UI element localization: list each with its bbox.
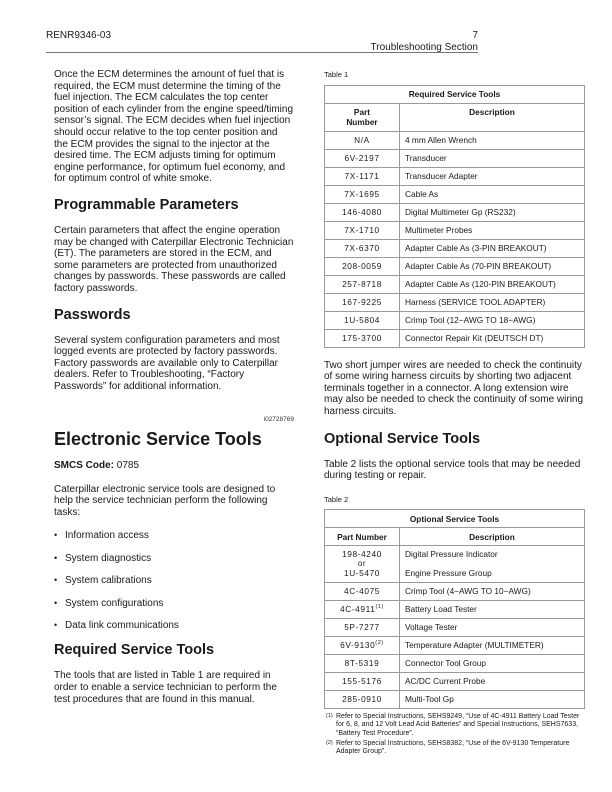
description: Battery Load Tester <box>400 600 585 618</box>
part-number <box>325 582 400 600</box>
page-header <box>46 28 478 53</box>
table-row <box>325 257 585 275</box>
table-row <box>325 654 585 672</box>
list-item: • Data link communications <box>54 620 294 632</box>
table-row <box>325 600 585 618</box>
part-text: 4C-4911 <box>340 604 376 615</box>
part-number <box>325 690 400 708</box>
list-item: • System diagnostics <box>54 553 294 565</box>
footnote <box>324 713 586 739</box>
table-row <box>325 546 585 583</box>
heading-programmable-parameters: Programmable Parameters <box>54 196 239 213</box>
part-number: 167-9225 <box>325 293 400 311</box>
heading-required-service-tools: Required Service Tools <box>54 642 215 659</box>
part-number: 1U-5804 <box>325 311 400 329</box>
description: Voltage Tester <box>400 618 585 636</box>
list-item: • Information access <box>54 530 294 542</box>
description: Adapter Cable As (70-PIN BREAKOUT) <box>400 257 585 275</box>
part-number <box>325 546 400 583</box>
description: Adapter Cable As (3-PIN BREAKOUT) <box>400 239 585 257</box>
part-text: 5P-7277 <box>344 622 380 633</box>
table-row <box>325 311 585 329</box>
col-header-description: Description <box>400 528 585 546</box>
heading-passwords: Passwords <box>54 306 131 323</box>
table-row <box>325 690 585 708</box>
description: Crimp Tool (4−AWG TO 10−AWG) <box>400 582 585 600</box>
description: Cable As <box>400 185 585 203</box>
smcs-label: SMCS Code: <box>54 460 114 472</box>
left-column <box>54 69 294 717</box>
optional-paragraph: Table 2 lists the optional service tools that may be needed during testing or repair. <box>324 458 581 482</box>
footnote-mark: (2) <box>326 739 333 746</box>
part-number-a: 198-4240 <box>342 548 382 559</box>
part-number <box>325 672 400 690</box>
passwords-paragraph: Several system configuration parameters and most logged events are protected by factory passwords. Factory passwords are available only to Caterpillar dealers. Refer to Troubleshooting, “Factory Passwords” for additional information. <box>54 334 280 392</box>
footnote-text: Refer to Special Instructions, SEHS8382, “Use of the 6V-9130 Temperature Adapter Group”. <box>336 739 570 756</box>
part-number: 257-8718 <box>325 275 400 293</box>
table-title: Optional Service Tools <box>325 510 585 528</box>
required-tools-table <box>324 85 585 348</box>
footnote <box>324 740 586 757</box>
description: Adapter Cable As (120-PIN BREAKOUT) <box>400 275 585 293</box>
part-number: 7X-1710 <box>325 221 400 239</box>
table-row <box>325 636 585 654</box>
table-row <box>325 239 585 257</box>
description: Harness (SERVICE TOOL ADAPTER) <box>400 293 585 311</box>
description: AC/DC Current Probe <box>400 672 585 690</box>
description: 4 mm Allen Wrench <box>400 131 585 149</box>
or-label: or <box>357 559 367 569</box>
header-right <box>371 30 478 54</box>
col-header-description: Description <box>400 103 585 131</box>
part-number <box>325 654 400 672</box>
part-number <box>325 600 400 618</box>
list-item: • System calibrations <box>54 575 294 587</box>
description: Multimeter Probes <box>400 221 585 239</box>
col-header-part: Part Number <box>325 528 400 546</box>
table-row <box>325 582 585 600</box>
footnote-mark: (1) <box>326 712 333 719</box>
footnote-ref: (1) <box>375 604 384 611</box>
part-number: 6V-2197 <box>325 149 400 167</box>
table-row <box>325 185 585 203</box>
page-number: 7 <box>472 30 478 41</box>
part-number: 146-4080 <box>325 203 400 221</box>
doc-number: RENR9346-03 <box>46 30 112 41</box>
jumper-paragraph: Two short jumper wires are needed to check the continuity of some wiring harness circuits by shorting two adjacent terminals together in a connector. A long extension wire may also be needed to check the continuity of some wiring harness circuits. <box>324 359 584 417</box>
description <box>400 546 585 583</box>
description: Connector Repair Kit (DEUTSCH DT) <box>400 329 585 347</box>
footnote-ref: (2) <box>375 640 384 647</box>
part-number: 7X-6370 <box>325 239 400 257</box>
heading-optional-service-tools: Optional Service Tools <box>324 430 481 447</box>
description: Digital Multimeter Gp (RS232) <box>400 203 585 221</box>
smcs-code <box>54 460 294 472</box>
table-row <box>325 221 585 239</box>
description-b: Engine Pressure Group <box>405 567 492 578</box>
part-text: 8T-5319 <box>344 658 380 669</box>
heading-electronic-service-tools: Electronic Service Tools <box>54 429 262 450</box>
table2-caption: Table 2 <box>324 494 349 504</box>
task-list <box>54 530 294 631</box>
table-row <box>325 203 585 221</box>
description: Temperature Adapter (MULTIMETER) <box>400 636 585 654</box>
table-row <box>325 293 585 311</box>
smcs-value: 0785 <box>114 460 140 472</box>
description: Multi-Tool Gp <box>400 690 585 708</box>
part-number: 7X-1695 <box>325 185 400 203</box>
table-row <box>325 672 585 690</box>
part-number: 175-3700 <box>325 329 400 347</box>
part-text: 4C-4075 <box>343 586 381 597</box>
required-paragraph: The tools that are listed in Table 1 are required in order to enable a service technician to perform the test procedures that are found in this manual. <box>54 670 277 705</box>
description: Crimp Tool (12−AWG TO 18−AWG) <box>400 311 585 329</box>
right-column <box>324 69 586 758</box>
part-number-b: 1U-5470 <box>343 567 381 578</box>
description: Connector Tool Group <box>400 654 585 672</box>
footnote-text: Refer to Special Instructions, SEHS9249, “Use of 4C-4911 Battery Load Tester for 6, 8, and 12 Volt Lead Acid Batteries” and Special Instructions, SEHS7633, “Battery Test Procedure”. <box>336 712 580 738</box>
table1-caption: Table 1 <box>324 70 349 79</box>
programmable-paragraph: Certain parameters that affect the engine operation may be changed with Caterpillar Electronic Technician (ET). The parameters are stored in the ECM, and some parameters are protected from unauthorized changes by passwords. These passwords are called factory passwords. <box>54 224 294 294</box>
part-text: 6V-9130 <box>340 640 376 651</box>
table-row <box>325 618 585 636</box>
part-number: N/A <box>325 131 400 149</box>
part-number <box>325 636 400 654</box>
description-a: Digital Pressure Indicator <box>405 548 498 559</box>
table-row <box>325 131 585 149</box>
description: Transducer Adapter <box>400 167 585 185</box>
part-number <box>325 618 400 636</box>
part-text: 155-5176 <box>342 676 382 687</box>
table-title: Required Service Tools <box>325 85 585 103</box>
part-number: 7X-1171 <box>325 167 400 185</box>
table-row <box>325 275 585 293</box>
col-header-part: Part Number <box>325 103 400 131</box>
table-row <box>325 167 585 185</box>
section-title: Troubleshooting Section <box>370 42 478 53</box>
document-id: i02728769 <box>263 416 294 424</box>
table-row <box>325 329 585 347</box>
table-row <box>325 149 585 167</box>
description: Transducer <box>400 149 585 167</box>
intro-paragraph: Once the ECM determines the amount of fuel that is required, the ECM must determine the timing of the fuel injection. The ECM calculates the top center position of each cylinder from the engine speed/timing sensor’s signal. The ECM decides when fuel injection should occur relative to the top center position and the ECM provides the signal to the injector at the desired time. The ECM adjusts timing for optimum engine performance, for optimum fuel economy, and for optimum control of white smoke. <box>54 69 294 185</box>
part-text: 285-0910 <box>342 694 382 705</box>
part-number: 208-0059 <box>325 257 400 275</box>
list-item: • System configurations <box>54 598 294 610</box>
optional-tools-table <box>324 509 585 709</box>
est-paragraph: Caterpillar electronic service tools are designed to help the service technician perform the following tasks: <box>54 483 276 518</box>
